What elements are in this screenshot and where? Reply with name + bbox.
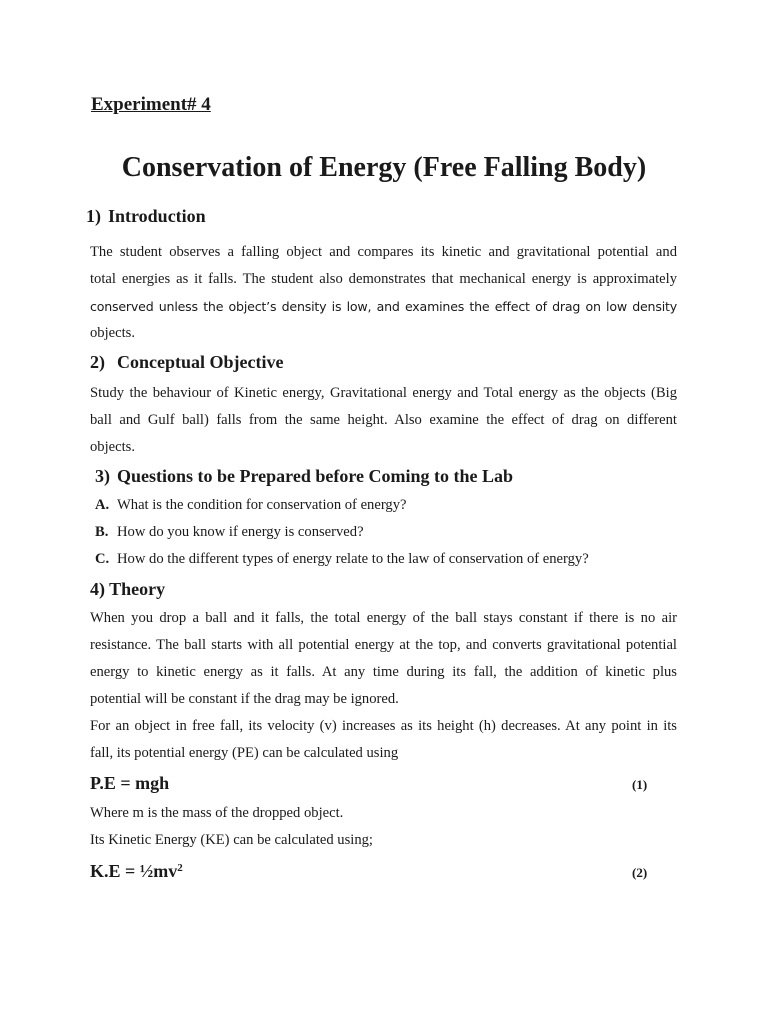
question-label: B. <box>95 524 109 540</box>
section-heading-questions <box>95 466 513 487</box>
section-number: 3) <box>95 466 110 486</box>
section-number: 1) <box>86 206 101 226</box>
equation-potential-energy: P.E = mgh <box>90 773 170 793</box>
equation-number: (1) <box>632 777 648 792</box>
question-label: A. <box>95 497 110 513</box>
experiment-label: Experiment# 4 <box>91 94 211 115</box>
paragraph-line: energy to kinetic energy as it falls. At any time during its fall, the addition of kinetic plus <box>90 664 677 680</box>
question-label: C. <box>95 551 110 567</box>
document-title: Conservation of Energy (Free Falling Body) <box>121 152 647 183</box>
paragraph-line: For an object in free fall, its velocity (v) increases as its height (h) decreases. At any point in its <box>90 718 677 734</box>
paragraph-line: fall, its potential energy (PE) can be calculated using <box>90 745 399 761</box>
conceptual-objective-paragraph <box>90 380 677 461</box>
paragraph-line: objects. <box>90 439 135 455</box>
section-title: Questions to be Prepared before Coming to the Lab <box>117 466 513 486</box>
paragraph-line: Study the behaviour of Kinetic energy, Gravitational energy and Total energy as the objects (Big <box>90 385 677 401</box>
equation-exponent: 2 <box>177 862 183 874</box>
section-title: Introduction <box>108 206 206 226</box>
equation-formula: K.E = ½mv <box>90 861 178 881</box>
section-heading-theory: 4) Theory <box>90 579 166 599</box>
introduction-paragraph <box>90 239 677 347</box>
question-item <box>95 492 407 519</box>
equation-kinetic-energy <box>90 861 183 882</box>
paragraph-line: conserved unless the object’s density is low, and examines the effect of drag on low density <box>90 299 677 314</box>
question-item <box>95 519 364 546</box>
theory-paragraph <box>90 605 677 767</box>
paragraph-line: resistance. The ball starts with all potential energy at the top, and converts gravitational potential <box>90 637 677 653</box>
paragraph-line: Its Kinetic Energy (KE) can be calculated using; <box>90 832 373 848</box>
section-number: 2) <box>90 352 105 372</box>
theory-after-equation <box>90 800 677 854</box>
paragraph-line: objects. <box>90 325 135 341</box>
section-heading-conceptual-objective <box>90 352 283 373</box>
paragraph-line: The student observes a falling object and compares its kinetic and gravitational potential and <box>90 244 677 260</box>
equation-number: (2) <box>632 865 648 880</box>
section-heading-introduction <box>86 206 206 227</box>
paragraph-line: Where m is the mass of the dropped object. <box>90 805 344 821</box>
paragraph-line: total energies as it falls. The student also demonstrates that mechanical energy is approximately <box>90 271 677 287</box>
question-text: What is the condition for conservation of energy? <box>117 497 407 513</box>
paragraph-line: potential will be constant if the drag may be ignored. <box>90 691 399 707</box>
question-item <box>95 546 589 573</box>
question-text: How do you know if energy is conserved? <box>117 524 364 540</box>
paragraph-line: ball and Gulf ball) falls from the same height. Also examine the effect of drag on different <box>90 412 677 428</box>
section-title: Conceptual Objective <box>117 352 284 372</box>
paragraph-line: When you drop a ball and it falls, the total energy of the ball stays constant if there is no air <box>90 610 677 626</box>
question-text: How do the different types of energy relate to the law of conservation of energy? <box>117 551 589 567</box>
